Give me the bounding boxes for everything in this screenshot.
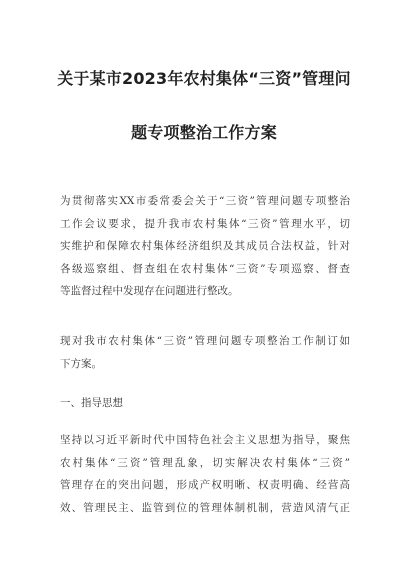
document-title-line-1: 关于某市2023年农村集体“三资”管理问 [57,69,351,88]
paragraph-line: 管理存在的突出问题，形成产权明晰、权责明确、经营高 [60,479,350,491]
paragraph-line: 工作会议要求，提升我市农村集体“三资”管理水平，切 [60,217,350,230]
paragraph-guiding-ideology [60,429,350,519]
paragraph-plan-intro [60,330,350,375]
paragraph-line: 坚持以习近平新时代中国特色社会主义思想为指导，聚焦 [60,434,350,446]
paragraph-line: 现对我市农村集体“三资”管理问题专项整治工作制订如 [60,335,350,347]
paragraph-intro [60,190,350,303]
section-heading-text: 一、指导思想 [60,397,123,409]
section-heading-guiding-ideology [60,392,350,415]
document-title-line-2: 题专项整治工作方案 [131,123,277,142]
paragraph-line: 农村集体“三资”管理乱象，切实解决农村集体“三资” [60,456,350,469]
paragraph-line: 下方案。 [60,357,102,370]
paragraph-line: 效、管理民主、监管到位的管理体制机制，营造风清气正 [60,501,350,514]
paragraph-line: 各级巡察组、督查组在农村集体“三资”专项巡察、督查 [60,262,350,275]
paragraph-line: 等监督过程中发现存在问题进行整改。 [60,285,239,297]
paragraph-line: 为贯彻落实XX市委常委会关于“三资”管理问题专项整治 [60,195,350,207]
paragraph-line: 实维护和保障农村集体经济组织及其成员合法权益，针对 [60,240,350,252]
